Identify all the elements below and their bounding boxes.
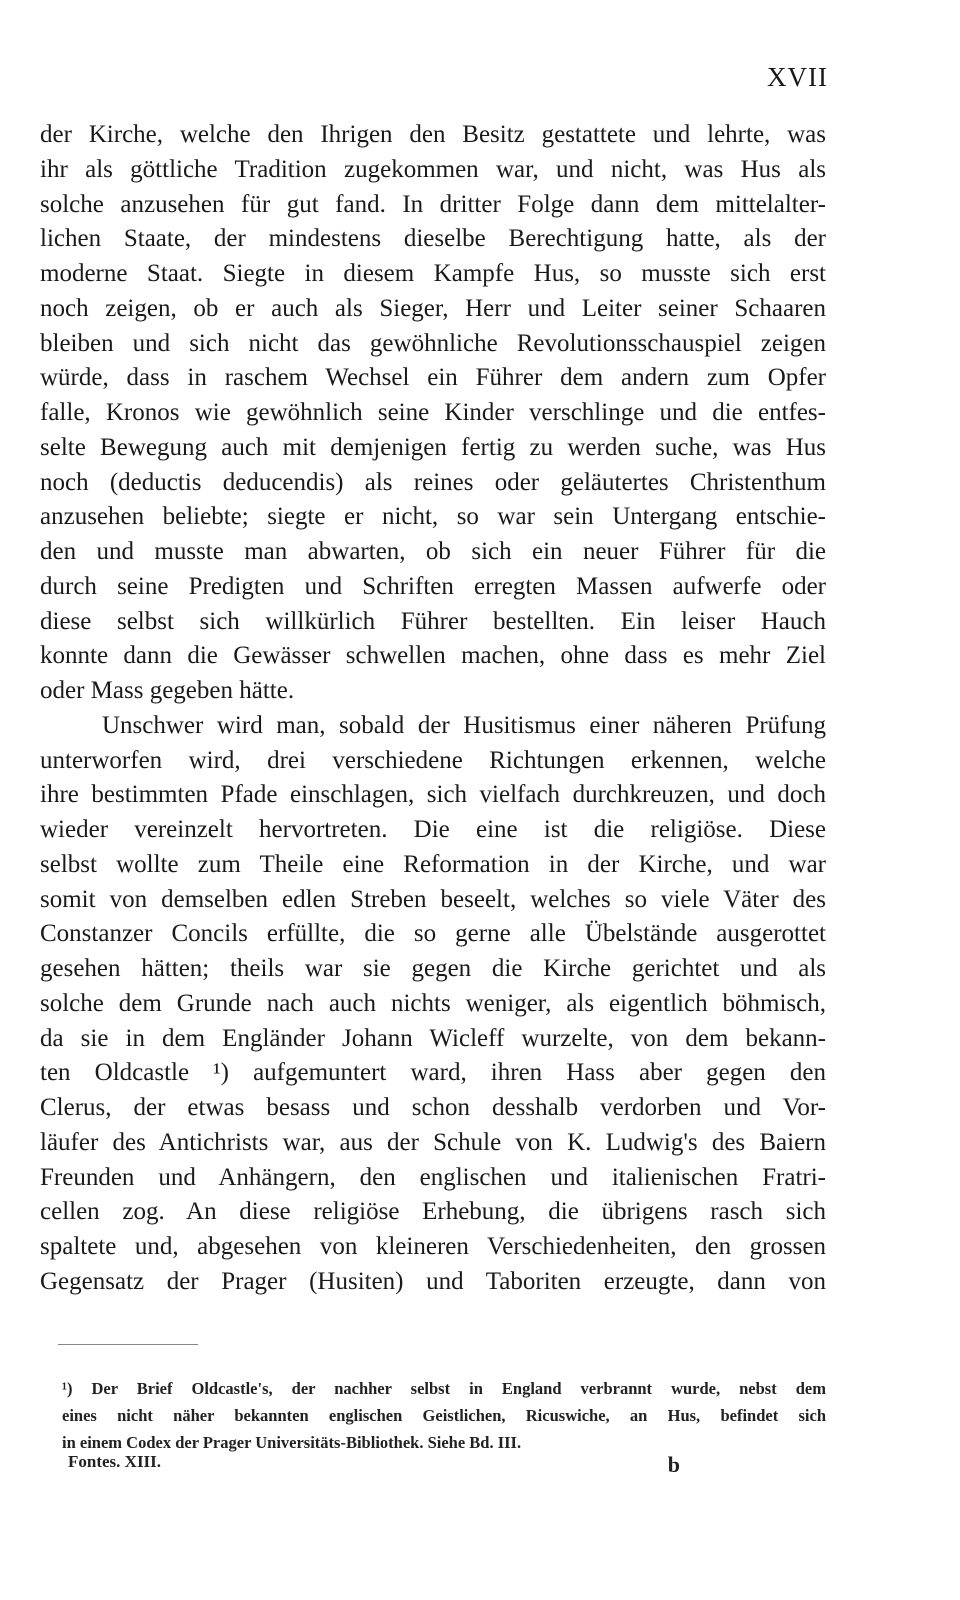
text-line: ihr als göttliche Tradition zugekommen war, und nicht, was Hus als xyxy=(40,155,826,183)
text-line: konnte dann die Gewässer schwellen machen, ohne dass es mehr Ziel xyxy=(40,642,826,670)
footnote-line: eines nicht näher bekannten englischen Geistlichen, Ricuswiche, an Hus, befindet sich xyxy=(62,1406,826,1425)
footnote-line: ¹) Der Brief Oldcastle's, der nachher selbst in England verbrannt wurde, nebst dem xyxy=(62,1379,826,1398)
text-line-paragraph-end: oder Mass gegeben hätte. xyxy=(40,677,295,704)
text-line: durch seine Predigten und Schriften erregten Massen aufwerfe oder xyxy=(40,572,826,600)
text-line: würde, dass in raschem Wechsel ein Führer dem andern zum Opfer xyxy=(40,364,826,392)
text-line: Constanzer Concils erfüllte, die so gerne alle Übelstände ausgerottet xyxy=(40,920,826,948)
text-line: selbst wollte zum Theile eine Reformation in der Kirche, und war xyxy=(40,850,826,878)
sheet-signature-letter: b xyxy=(667,1452,680,1477)
text-line: Clerus, der etwas besass und schon desshalb verdorben und Vor- xyxy=(40,1094,826,1121)
text-line-paragraph-start: Unschwer wird man, sobald der Husitismus einer näheren Prüfung xyxy=(102,711,826,739)
text-line: da sie in dem Engländer Johann Wicleff wurzelte, von dem bekann- xyxy=(40,1024,826,1052)
text-line: noch (deductis deducendis) als reines oder geläutertes Christenthum xyxy=(40,468,826,496)
text-line: solche dem Grunde nach auch nichts weniger, als eigentlich böhmisch, xyxy=(40,989,826,1017)
text-line: ten Oldcastle ¹) aufgemuntert ward, ihren Hass aber gegen den xyxy=(40,1059,826,1087)
text-line: selte Bewegung auch mit demjenigen fertig zu werden suche, was Hus xyxy=(40,433,826,461)
text-line: gesehen hätten; theils war sie gegen die Kirche gerichtet und als xyxy=(40,955,826,982)
text-line: spaltete und, abgesehen von kleineren Verschiedenheiten, den grossen xyxy=(40,1233,826,1260)
footnote-divider xyxy=(58,1344,198,1345)
text-line: falle, Kronos wie gewöhnlich seine Kinder verschlinge und die entfes- xyxy=(40,399,826,426)
body-text xyxy=(40,118,826,1300)
text-line: somit von demselben edlen Streben beseelt, welches so viele Väter des xyxy=(40,885,826,913)
text-line: ihre bestimmten Pfade einschlagen, sich vielfach durchkreuzen, und doch xyxy=(40,781,826,809)
text-line: anzusehen beliebte; siegte er nicht, so war sein Untergang entschie- xyxy=(40,503,826,531)
text-line: läufer des Antichrists war, aus der Schule von K. Ludwig's des Baiern xyxy=(40,1128,826,1156)
signature-mark: Fontes. XIII. xyxy=(68,1452,162,1471)
text-line: diese selbst sich willkürlich Führer bestellten. Ein leiser Hauch xyxy=(40,607,826,635)
footnote-line: in einem Codex der Prager Universitäts-Bibliothek. Siehe Bd. III. xyxy=(62,1433,522,1452)
text-line: Gegensatz der Prager (Husiten) und Taboriten erzeugte, dann von xyxy=(40,1267,826,1295)
text-line: den und musste man abwarten, ob sich ein neuer Führer für die xyxy=(40,538,826,565)
footnotes xyxy=(62,1375,826,1456)
text-line: solche anzusehen für gut fand. In dritter Folge dann dem mittelalter- xyxy=(40,190,826,218)
text-line: noch zeigen, ob er auch als Sieger, Herr und Leiter seiner Schaaren xyxy=(40,294,826,322)
text-line: moderne Staat. Siegte in diesem Kampfe Hus, so musste sich erst xyxy=(40,260,826,287)
text-line: der Kirche, welche den Ihrigen den Besitz gestattete und lehrte, was xyxy=(40,121,826,148)
page-number: XVII xyxy=(767,62,828,92)
text-line: unterworfen wird, drei verschiedene Richtungen erkennen, welche xyxy=(40,746,826,774)
text-line: Freunden und Anhängern, den englischen und italienischen Fratri- xyxy=(40,1163,826,1191)
text-line: bleiben und sich nicht das gewöhnliche Revolutionsschauspiel zeigen xyxy=(40,329,826,357)
text-line: cellen zog. An diese religiöse Erhebung, die übrigens rasch sich xyxy=(40,1198,826,1226)
text-line: wieder vereinzelt hervortreten. Die eine ist die religiöse. Diese xyxy=(40,816,826,843)
text-line: lichen Staate, der mindestens dieselbe Berechtigung hatte, als der xyxy=(40,225,826,253)
